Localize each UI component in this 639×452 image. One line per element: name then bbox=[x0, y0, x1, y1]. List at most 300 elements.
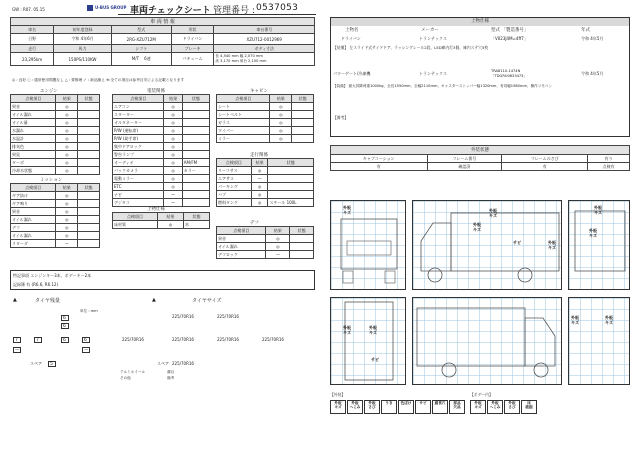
tire-depth-value: — bbox=[15, 348, 20, 353]
tire-box bbox=[13, 337, 21, 343]
check-state bbox=[290, 251, 314, 259]
legend-cell: 腐食穴 bbox=[432, 400, 448, 414]
check-head: 状態 bbox=[183, 213, 209, 221]
tire-note: 溝目 bbox=[167, 370, 175, 374]
check-item: エアサス bbox=[217, 175, 252, 183]
check-result: ◎ bbox=[164, 151, 182, 159]
check-state bbox=[268, 191, 314, 199]
truck-rear-view bbox=[568, 200, 630, 290]
electric-title: 電装関係 bbox=[147, 89, 165, 94]
check-state bbox=[78, 119, 100, 127]
check-head: 状態 bbox=[292, 95, 314, 103]
upper-title: 上物仕様 bbox=[147, 207, 165, 212]
check-head: 点検項目 bbox=[217, 159, 252, 167]
check-state bbox=[78, 200, 100, 208]
check-result: ◎ bbox=[164, 119, 182, 127]
tire-depth-title: タイヤ残量 bbox=[35, 298, 60, 304]
check-item: オイル量 bbox=[11, 119, 56, 127]
check-row bbox=[113, 221, 210, 229]
remarks-label: 【備考】 bbox=[333, 115, 349, 120]
tire-size: 225/70R16 bbox=[172, 314, 194, 319]
check-row bbox=[11, 111, 100, 119]
check-state bbox=[78, 224, 100, 232]
vehicle-body-dims: 長 4,540 mm 幅 2,070 mm 高 3,170 mm 荷台 2,100 mm bbox=[214, 53, 315, 66]
triangle-icon: ▲ bbox=[152, 297, 156, 303]
check-result: ◎ bbox=[251, 183, 268, 191]
check-state bbox=[182, 191, 209, 199]
vehicle-section-title: 車 両 情 報 bbox=[11, 18, 315, 26]
check-result: ◎ bbox=[56, 200, 78, 208]
truck-top-outline bbox=[331, 298, 407, 386]
check-item: ミラー bbox=[217, 135, 270, 143]
vehicle-head: 車台番号 bbox=[214, 26, 315, 34]
check-state bbox=[78, 159, 100, 167]
tire-size: 225/70R16 bbox=[172, 337, 194, 342]
check-item: ターボ bbox=[11, 159, 56, 167]
check-result: — bbox=[266, 251, 290, 259]
check-state bbox=[182, 151, 209, 159]
mgmt-number: 0537053 bbox=[256, 3, 299, 13]
check-head: 状態 bbox=[78, 95, 100, 103]
check-item: リターダ bbox=[11, 240, 56, 248]
tire-unit: 単位 : mm bbox=[80, 309, 98, 313]
check-result: ◎ bbox=[56, 208, 78, 216]
check-state: カラー bbox=[182, 167, 209, 175]
check-result: — bbox=[56, 240, 78, 248]
check-item: 冷却水状態 bbox=[11, 167, 56, 175]
vehicle-shape: ドライバン bbox=[171, 34, 214, 45]
check-result: ◎ bbox=[56, 135, 78, 143]
check-row bbox=[11, 224, 100, 232]
check-state bbox=[292, 127, 314, 135]
electric-table bbox=[112, 94, 210, 207]
exterior-val: 有 bbox=[502, 163, 588, 171]
check-item: 異音 bbox=[217, 235, 266, 243]
vehicle-head: 初年度登録 bbox=[54, 26, 112, 34]
check-item: ギア鳴り bbox=[11, 200, 56, 208]
check-result: ◎ bbox=[157, 221, 183, 229]
check-state bbox=[78, 135, 100, 143]
check-result: ◎ bbox=[164, 159, 182, 167]
check-state bbox=[78, 167, 100, 175]
check-row bbox=[217, 191, 314, 199]
tire-box bbox=[82, 337, 90, 343]
check-item: ETC bbox=[113, 183, 164, 191]
spare-depth: 5 bbox=[50, 362, 53, 367]
check-state bbox=[182, 119, 209, 127]
check-item: デフ bbox=[11, 224, 56, 232]
check-result: ◎ bbox=[56, 151, 78, 159]
tire-depth-value: 6 bbox=[63, 316, 66, 321]
notes-box bbox=[10, 270, 315, 290]
damage-tag: 外板 キズ bbox=[605, 315, 613, 325]
check-item: 水漏れ bbox=[11, 127, 56, 135]
check-row bbox=[217, 103, 314, 111]
check-head: 点検項目 bbox=[113, 95, 164, 103]
check-result: ◎ bbox=[251, 199, 268, 207]
legend-cell: 部品 欠品 bbox=[449, 400, 465, 414]
tire-size: 225/70R16 bbox=[122, 337, 144, 342]
check-head: 結果 bbox=[157, 213, 183, 221]
check-result: ◎ bbox=[270, 111, 292, 119]
tire-size-title: タイヤサイズ bbox=[192, 298, 222, 304]
check-result: — bbox=[164, 199, 182, 207]
exterior-head: キャブコーション bbox=[331, 155, 428, 163]
check-item: 水温計 bbox=[11, 135, 56, 143]
tire-note: アルミホイール bbox=[120, 370, 145, 374]
legend-right-title: 【ボデー内】 bbox=[470, 392, 493, 397]
check-head: 点検項目 bbox=[217, 95, 270, 103]
check-row bbox=[217, 119, 314, 127]
tire-size: 225/70R16 bbox=[217, 337, 239, 342]
check-state bbox=[182, 127, 209, 135]
tire-box bbox=[61, 323, 69, 329]
check-item: オイル漏れ bbox=[11, 232, 56, 240]
damage-tag: 外板 キズ bbox=[343, 205, 351, 215]
check-row bbox=[11, 216, 100, 224]
check-state bbox=[292, 119, 314, 127]
exterior-table bbox=[330, 145, 630, 171]
upper-head: 年式 bbox=[581, 28, 590, 33]
gate-maker: トランテックス bbox=[419, 71, 447, 76]
triangle-icon: ▲ bbox=[13, 297, 17, 303]
check-item: リーフサス bbox=[217, 167, 252, 175]
check-head: 点検項目 bbox=[11, 95, 56, 103]
legend-cell: 外板 キズ bbox=[330, 400, 346, 414]
page-title: 車両チェックシート bbox=[130, 6, 211, 16]
check-row bbox=[217, 175, 314, 183]
check-result: ◎ bbox=[56, 111, 78, 119]
check-result: ◎ bbox=[56, 167, 78, 175]
vehicle-info-table bbox=[10, 17, 315, 66]
tire-depth-value: 6 bbox=[63, 338, 66, 343]
tire-depth-panel bbox=[10, 315, 106, 375]
vehicle-brake: バキューム bbox=[171, 53, 214, 66]
check-head: 結果 bbox=[251, 159, 268, 167]
check-item: シートベルト bbox=[217, 111, 270, 119]
spare-size: 225/70R16 bbox=[172, 361, 194, 366]
check-row bbox=[11, 208, 100, 216]
tire-size: 225/70R16 bbox=[262, 337, 284, 342]
check-state bbox=[290, 243, 314, 251]
rating-legend: ◎ : 良好 ○ : 通常使用問題なし △ : 要修理 ✓ : 新品換え ※:全ての項目は参考目安による記載となります bbox=[12, 78, 185, 82]
check-item: オイル漏れ bbox=[11, 111, 56, 119]
upper-val: ドライバン bbox=[341, 36, 361, 41]
upper-head: 上物名 bbox=[345, 28, 359, 33]
exterior-title: 外装状態 bbox=[331, 146, 630, 155]
check-state: 木 bbox=[183, 221, 209, 229]
truck-left-view bbox=[412, 200, 562, 290]
check-item: ワイパー bbox=[217, 127, 270, 135]
check-state bbox=[182, 143, 209, 151]
check-result: ◎ bbox=[251, 191, 268, 199]
check-state bbox=[78, 216, 100, 224]
vehicle-first-reg: 令和 4年6月 bbox=[54, 34, 112, 45]
diff-title: デフ bbox=[250, 221, 259, 226]
header-rule bbox=[118, 14, 316, 15]
upper-head: 型式 「製造番号」 bbox=[491, 28, 529, 33]
exterior-head: 有り bbox=[588, 155, 630, 163]
check-result: ◎ bbox=[164, 103, 182, 111]
check-row bbox=[113, 159, 210, 167]
check-head: 結果 bbox=[266, 227, 290, 235]
check-item: 異音 bbox=[11, 208, 56, 216]
truck-right-view bbox=[412, 297, 562, 385]
upper-table bbox=[112, 212, 210, 229]
exterior-val: 点検有 bbox=[588, 163, 630, 171]
damage-tag: 外板 キズ bbox=[473, 222, 481, 232]
vehicle-make: 日野 bbox=[11, 34, 54, 45]
check-result: ◎ bbox=[270, 135, 292, 143]
exterior-head: フレームのさび bbox=[502, 155, 588, 163]
check-state bbox=[182, 199, 209, 207]
vehicle-head: 馬力 bbox=[54, 45, 112, 53]
check-result: ◎ bbox=[270, 119, 292, 127]
check-item: スターター bbox=[113, 111, 164, 119]
check-row bbox=[217, 135, 314, 143]
tire-note: 備考 bbox=[167, 376, 175, 380]
check-result: ◎ bbox=[56, 216, 78, 224]
check-row bbox=[11, 103, 100, 111]
vehicle-head: 車名 bbox=[11, 26, 54, 34]
vehicle-head: ブレーキ bbox=[171, 45, 214, 53]
company-logo: U-BUS GROUP bbox=[87, 5, 126, 11]
spare-label: スペア bbox=[30, 361, 42, 366]
legend-cell: 外板 さび bbox=[364, 400, 380, 414]
exterior-head: フレーム番号 bbox=[427, 155, 502, 163]
spare-size-label: スペア bbox=[157, 361, 169, 366]
gate-label: パワーゲート/冷凍機 bbox=[333, 71, 371, 76]
check-row bbox=[11, 240, 100, 248]
tire-box bbox=[34, 337, 42, 343]
check-row bbox=[217, 251, 314, 259]
check-item: ナビ bbox=[113, 191, 164, 199]
mission-table bbox=[10, 183, 100, 248]
check-result: ◎ bbox=[164, 175, 182, 183]
check-result: ◎ bbox=[270, 103, 292, 111]
vehicle-chassis-no: XZU712-0012969 bbox=[214, 34, 315, 45]
check-item: P/W (助手席) bbox=[113, 135, 164, 143]
check-state bbox=[182, 175, 209, 183]
check-item: オーディオ bbox=[113, 159, 164, 167]
check-row bbox=[217, 199, 314, 207]
check-item: 燃料タンク bbox=[217, 199, 252, 207]
check-item: エアコン bbox=[113, 103, 164, 111]
vehicle-mileage: 23,295km bbox=[11, 53, 54, 66]
check-state bbox=[78, 240, 100, 248]
upper-head: メーカー bbox=[421, 28, 439, 33]
vehicle-head: 形状 bbox=[171, 26, 214, 34]
check-result: ◎ bbox=[164, 143, 182, 151]
check-row bbox=[113, 175, 210, 183]
check-head: 結果 bbox=[164, 95, 182, 103]
legend-cell: 色ぼけ bbox=[398, 400, 414, 414]
damage-tag: 外板 キズ bbox=[594, 205, 602, 215]
check-row bbox=[11, 167, 100, 175]
check-result: ◎ bbox=[56, 232, 78, 240]
check-result: ◎ bbox=[56, 192, 78, 200]
check-row bbox=[11, 159, 100, 167]
check-row bbox=[113, 135, 210, 143]
check-state bbox=[78, 143, 100, 151]
check-state bbox=[182, 111, 209, 119]
tire-depth-value: 7 bbox=[15, 338, 18, 343]
truck-left-outline bbox=[413, 201, 563, 291]
upper-val: 「V023J4M=4ff7」 bbox=[491, 36, 528, 41]
check-item: 電動ミラー bbox=[113, 175, 164, 183]
check-state bbox=[78, 127, 100, 135]
check-row bbox=[113, 151, 210, 159]
check-item: 排気色 bbox=[11, 143, 56, 151]
check-result: ◎ bbox=[266, 235, 290, 243]
check-row bbox=[113, 103, 210, 111]
vehicle-head: シフト bbox=[111, 45, 171, 53]
notes-line: 記録簿 有 (R6.6, R6.12) bbox=[13, 282, 59, 287]
check-state bbox=[292, 111, 314, 119]
check-state: AM/FM bbox=[182, 159, 209, 167]
check-state bbox=[290, 235, 314, 243]
check-state bbox=[78, 232, 100, 240]
diff-table bbox=[216, 226, 314, 259]
engine-table bbox=[10, 94, 100, 175]
upper-spec-title: 上物仕様 bbox=[331, 18, 629, 26]
damage-tag: 外板 キズ bbox=[369, 325, 377, 335]
check-state bbox=[268, 183, 314, 191]
vehicle-head: 走行 bbox=[11, 45, 54, 53]
tire-box bbox=[61, 315, 69, 321]
check-state bbox=[268, 175, 314, 183]
check-item: 警告ランプ bbox=[113, 151, 164, 159]
check-result: ◎ bbox=[251, 167, 268, 175]
tire-size-panel bbox=[112, 305, 315, 385]
check-result: ◎ bbox=[164, 127, 182, 135]
truck-rear-top-view bbox=[568, 297, 630, 385]
check-item: デジタコ bbox=[113, 199, 164, 207]
check-state bbox=[182, 183, 209, 191]
check-result: ◎ bbox=[56, 127, 78, 135]
upper-equip: 【装備】 左スライド式サイドドア、ラッシングレール2段、LED庫内灯3個、庫内ステ穴5枚 bbox=[333, 45, 489, 50]
legend-cell: 外板 へこみ bbox=[347, 400, 363, 414]
check-result: ◎ bbox=[270, 127, 292, 135]
check-result: ◎ bbox=[164, 135, 182, 143]
damage-tag: 外板 キズ bbox=[548, 240, 556, 250]
check-result: ◎ bbox=[266, 243, 290, 251]
check-state: スチール 100L bbox=[268, 199, 314, 207]
check-item: ギア抜け bbox=[11, 192, 56, 200]
check-row bbox=[11, 192, 100, 200]
check-result: ◎ bbox=[56, 119, 78, 127]
check-row bbox=[113, 111, 210, 119]
tire-box bbox=[82, 347, 90, 353]
vehicle-model: 2RG-XZU712M bbox=[111, 34, 171, 45]
check-head: 状態 bbox=[182, 95, 209, 103]
truck-top-view bbox=[330, 297, 406, 385]
check-result: ◎ bbox=[56, 143, 78, 151]
vehicle-head: 型式 bbox=[111, 26, 171, 34]
check-item: デフロック bbox=[217, 251, 266, 259]
truck-front-view bbox=[330, 200, 406, 290]
check-row bbox=[11, 200, 100, 208]
mgmt-label: 管理番号 : bbox=[213, 6, 255, 16]
check-result: ◎ bbox=[56, 159, 78, 167]
engine-title: エンジン bbox=[40, 89, 58, 94]
check-row bbox=[113, 183, 210, 191]
legend-left-title: 【外装】 bbox=[330, 392, 346, 397]
check-head: 結果 bbox=[56, 184, 78, 192]
legend-cell: 外板 へこみ bbox=[487, 400, 503, 414]
upper-val: トランテックス bbox=[419, 36, 447, 41]
check-state bbox=[268, 167, 314, 175]
check-result: ◎ bbox=[164, 167, 182, 175]
check-head: 点検項目 bbox=[217, 227, 266, 235]
check-item: ガラス bbox=[217, 119, 270, 127]
vehicle-power: 150PS/110KW bbox=[54, 53, 112, 66]
check-head: 結果 bbox=[56, 95, 78, 103]
check-row bbox=[113, 119, 210, 127]
check-row bbox=[217, 183, 314, 191]
tire-note: その他 bbox=[120, 376, 131, 380]
check-row bbox=[113, 167, 210, 175]
check-item: オイル漏れ bbox=[217, 243, 266, 251]
tire-depth-value: 6 bbox=[84, 338, 87, 343]
legend-cell: 外板 さび bbox=[504, 400, 520, 414]
check-row bbox=[113, 191, 210, 199]
check-head: 状態 bbox=[290, 227, 314, 235]
check-row bbox=[113, 143, 210, 151]
damage-tag: 外板 キズ bbox=[489, 208, 497, 218]
check-head: 結果 bbox=[270, 95, 292, 103]
logo-mark-icon bbox=[87, 5, 93, 11]
check-row bbox=[113, 127, 210, 135]
cabin-table bbox=[216, 94, 314, 143]
vehicle-shift: M/T 6速 bbox=[111, 53, 171, 66]
legend-cell: 外板 キズ bbox=[470, 400, 486, 414]
check-item: 異臭 bbox=[11, 151, 56, 159]
check-head: 状態 bbox=[268, 159, 314, 167]
damage-tag: 外板 キズ bbox=[343, 325, 351, 335]
gate-model: TRA8110-1474N 「TDGRU0633473」 bbox=[491, 69, 528, 78]
legend-cell: サビ bbox=[415, 400, 431, 414]
notes-line: 特記事項 エンジンキー3本、ボデーキー2本 bbox=[13, 273, 92, 278]
check-state bbox=[78, 208, 100, 216]
check-state bbox=[78, 192, 100, 200]
check-result: ◎ bbox=[164, 183, 182, 191]
check-result: ◎ bbox=[56, 103, 78, 111]
check-item: オルタネーター bbox=[113, 119, 164, 127]
check-state bbox=[182, 135, 209, 143]
check-state bbox=[78, 103, 100, 111]
mission-title: ミッション bbox=[40, 178, 63, 183]
travel-title: 走行関係 bbox=[250, 153, 268, 158]
check-head: 状態 bbox=[78, 184, 100, 192]
damage-tag: サビ bbox=[513, 240, 521, 245]
check-item: 異音 bbox=[11, 103, 56, 111]
vehicle-head: ボディ寸法 bbox=[214, 45, 315, 53]
check-item: シート bbox=[217, 103, 270, 111]
check-result: ◎ bbox=[56, 224, 78, 232]
tire-box bbox=[13, 347, 21, 353]
damage-tag: 外板 キズ bbox=[571, 315, 579, 325]
damage-tag: 外板 キズ bbox=[589, 228, 597, 238]
check-row bbox=[217, 167, 314, 175]
legend-cell: うき bbox=[381, 400, 397, 414]
check-row bbox=[11, 127, 100, 135]
check-item: パーキング bbox=[217, 183, 252, 191]
check-head: 点検項目 bbox=[11, 184, 56, 192]
tire-depth-value: 6 bbox=[63, 324, 66, 329]
damage-tag: サビ bbox=[371, 357, 379, 362]
check-item: オイル漏れ bbox=[11, 216, 56, 224]
